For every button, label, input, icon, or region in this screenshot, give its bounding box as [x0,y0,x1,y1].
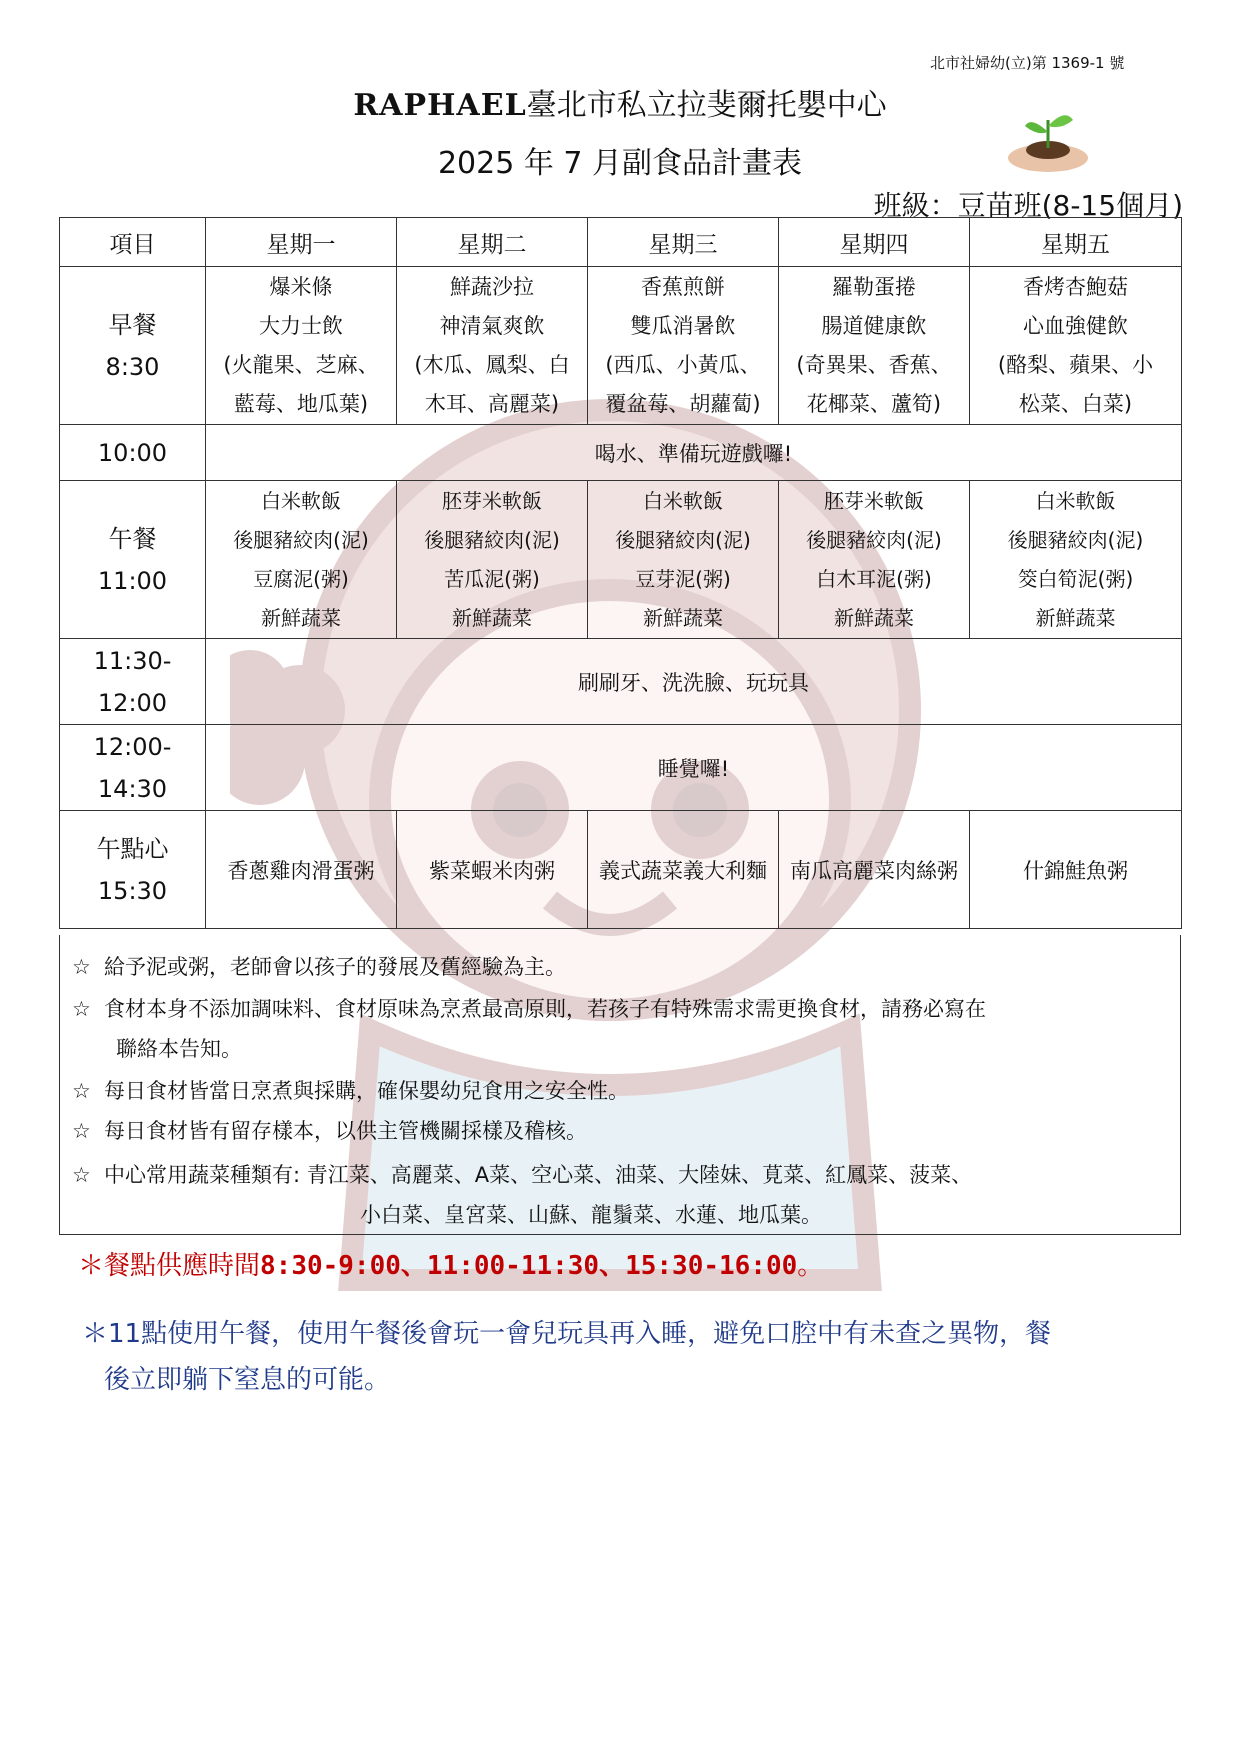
note-text: 每日食材皆有留存樣本，以供主管機關採樣及稽核。 [104,1119,587,1143]
menu-line: (木瓜、鳳梨、白 [414,352,570,377]
plan-title: 2025 年 7 月副食品計畫表 [437,146,803,181]
lunch-safety-line2: 後立即躺下窒息的可能。 [104,1365,391,1395]
breakfast-thursday [779,267,970,425]
menu-line: 後腿豬絞肉(泥) [233,527,369,552]
serving-time-prefix: ＊餐點供應時間 [78,1251,261,1281]
serving-time-note [78,1245,823,1282]
menu-line: 木耳、高麗菜) [424,391,560,416]
lunch-safety-note [82,1311,1182,1403]
note-text: 每日食材皆當日烹煮與採購，確保嬰幼兒食用之安全性。 [104,1079,629,1103]
note-item [72,951,566,981]
lunch-time: 11:00 [97,566,168,595]
menu-line: 心血強健飲 [1023,313,1128,338]
menu-line: 香烤杏鮑菇 [1023,274,1128,299]
menu-line: 筊白筍泥(粥) [1017,566,1134,591]
serving-time-values: 8:30-9:00、11:00-11:30、15:30-16:00 [260,1251,798,1281]
brush-row [60,639,1182,725]
menu-line: 新鮮蔬菜 [834,605,914,630]
menu-line: 白米軟飯 [643,488,723,513]
menu-line: 胚芽米軟飯 [442,488,542,513]
menu-line: (奇異果、香蕉、 [796,352,952,377]
menu-line: 胚芽米軟飯 [824,488,924,513]
header-friday: 星期五 [970,218,1182,267]
menu-line: 松菜、白菜) [1018,391,1133,416]
menu-line: 苦瓜泥(粥) [444,566,540,591]
snack-label: 午點心 [96,834,169,863]
star-icon: ☆ [72,1079,91,1103]
star-icon: ☆ [72,955,91,979]
brush-activity: 刷刷牙、洗洗臉、玩玩具 [206,639,1182,725]
star-icon: ☆ [72,1119,91,1143]
menu-line: 爆米條 [269,274,333,299]
menu-line: (酪梨、蘋果、小 [997,352,1154,377]
snack-wednesday: 義式蔬菜義大利麵 [588,811,779,929]
lunch-monday [206,481,397,639]
note-text: 食材本身不添加調味料、食材原味為烹煮最高原則，若孩子有特殊需求需更換食材，請務必寫在 [104,997,986,1021]
note-item [72,1159,972,1189]
note-item [72,1115,587,1145]
star-icon: ☆ [72,997,91,1021]
breakfast-monday [206,267,397,425]
menu-line: 神清氣爽飲 [439,313,545,338]
snack-time: 15:30 [97,876,168,905]
menu-line: 大力士飲 [259,313,343,338]
menu-line: 豆芽泥(粥) [635,566,731,591]
lunch-row [60,481,1182,639]
breakfast-row [60,267,1182,425]
menu-line: 豆腐泥(粥) [253,566,349,591]
note-continuation: 聯絡本告知。 [116,1037,242,1061]
note-item [72,1075,629,1105]
breakfast-tuesday [397,267,588,425]
lunch-wednesday [588,481,779,639]
nap-time-end: 14:30 [97,774,168,803]
header-monday: 星期一 [206,218,397,267]
menu-line: 羅勒蛋捲 [832,274,916,299]
menu-line: (西瓜、小黃瓜、 [605,352,761,377]
header-thursday: 星期四 [779,218,970,267]
menu-line: 雙瓜消暑飲 [630,313,736,338]
menu-line: 後腿豬絞肉(泥) [615,527,751,552]
snack-monday: 香蔥雞肉滑蛋粥 [206,811,397,929]
ten-time: 10:00 [60,425,206,481]
header-tuesday: 星期二 [397,218,588,267]
menu-line: 新鮮蔬菜 [1035,605,1116,630]
lunch-tuesday [397,481,588,639]
snack-tuesday: 紫菜蝦米肉粥 [397,811,588,929]
snack-friday: 什錦鮭魚粥 [970,811,1182,929]
brush-time-start: 11:30- [93,646,172,675]
nap-time-cell [60,725,206,811]
menu-line: 鮮蔬沙拉 [450,274,534,299]
seedling-in-hands-icon [1003,98,1093,178]
menu-line: 花椰菜、蘆筍) [806,391,942,416]
header-row [60,218,1182,267]
meal-plan-table [59,217,1182,929]
class-label: 班級：豆苗班(8-15個月) [873,189,1183,222]
menu-line: 白米軟飯 [1035,488,1116,513]
serving-time-suffix: 。 [797,1251,824,1281]
nap-row [60,725,1182,811]
menu-line: 白米軟飯 [261,488,341,513]
menu-line: (火龍果、芝麻、 [223,352,379,377]
menu-line: 白木耳泥(粥) [816,566,932,591]
menu-line: 新鮮蔬菜 [261,605,341,630]
center-name: 臺北市私立拉斐爾托嬰中心 [526,88,887,123]
menu-line: 香蕉煎餅 [641,274,725,299]
header-wednesday: 星期三 [588,218,779,267]
ten-activity: 喝水、準備玩遊戲囉! [206,425,1182,481]
breakfast-time: 8:30 [105,352,160,381]
lunch-label: 午餐 [108,524,157,553]
breakfast-label: 早餐 [108,310,157,339]
snack-thursday: 南瓜高麗菜肉絲粥 [779,811,970,929]
snack-row [60,811,1182,929]
breakfast-label-cell [60,267,206,425]
menu-line: 新鮮蔬菜 [643,605,723,630]
lunch-thursday [779,481,970,639]
note-text: 給予泥或粥，老師會以孩子的發展及舊經驗為主。 [104,955,566,979]
lunch-safety-line1: ＊11點使用午餐，使用午餐後會玩一會兒玩具再入睡，避免口腔中有未查之異物，餐 [82,1319,1052,1349]
lunch-label-cell [60,481,206,639]
brand-name: RAPHAEL [353,88,527,123]
menu-line: 後腿豬絞肉(泥) [424,527,560,552]
note-text: 中心常用蔬菜種類有: 青江菜、高麗菜、A菜、空心菜、油菜、大陸妹、莧菜、紅鳳菜、菠菜、 [104,1163,973,1187]
breakfast-wednesday [588,267,779,425]
header-item: 項目 [60,218,206,267]
notes-box [59,935,1181,1235]
nap-time-start: 12:00- [93,732,172,761]
brush-time-cell [60,639,206,725]
breakfast-friday [970,267,1182,425]
ten-oclock-row [60,425,1182,481]
menu-line: 覆盆莓、胡蘿蔔) [605,391,761,416]
menu-line: 後腿豬絞肉(泥) [806,527,942,552]
nap-activity: 睡覺囉! [206,725,1182,811]
note-item [72,993,986,1023]
menu-line: 後腿豬絞肉(泥) [1007,527,1144,552]
brush-time-end: 12:00 [97,688,168,717]
menu-line: 腸道健康飲 [821,313,927,338]
lunch-friday [970,481,1182,639]
menu-line: 新鮮蔬菜 [452,605,532,630]
menu-line: 藍莓、地瓜葉) [233,391,369,416]
note-continuation: 小白菜、皇宮菜、山蘇、龍鬚菜、水蓮、地瓜葉。 [360,1203,822,1227]
star-icon: ☆ [72,1163,91,1187]
license-number: 北市社婦幼(立)第 1369-1 號 [930,54,1125,72]
snack-label-cell [60,811,206,929]
